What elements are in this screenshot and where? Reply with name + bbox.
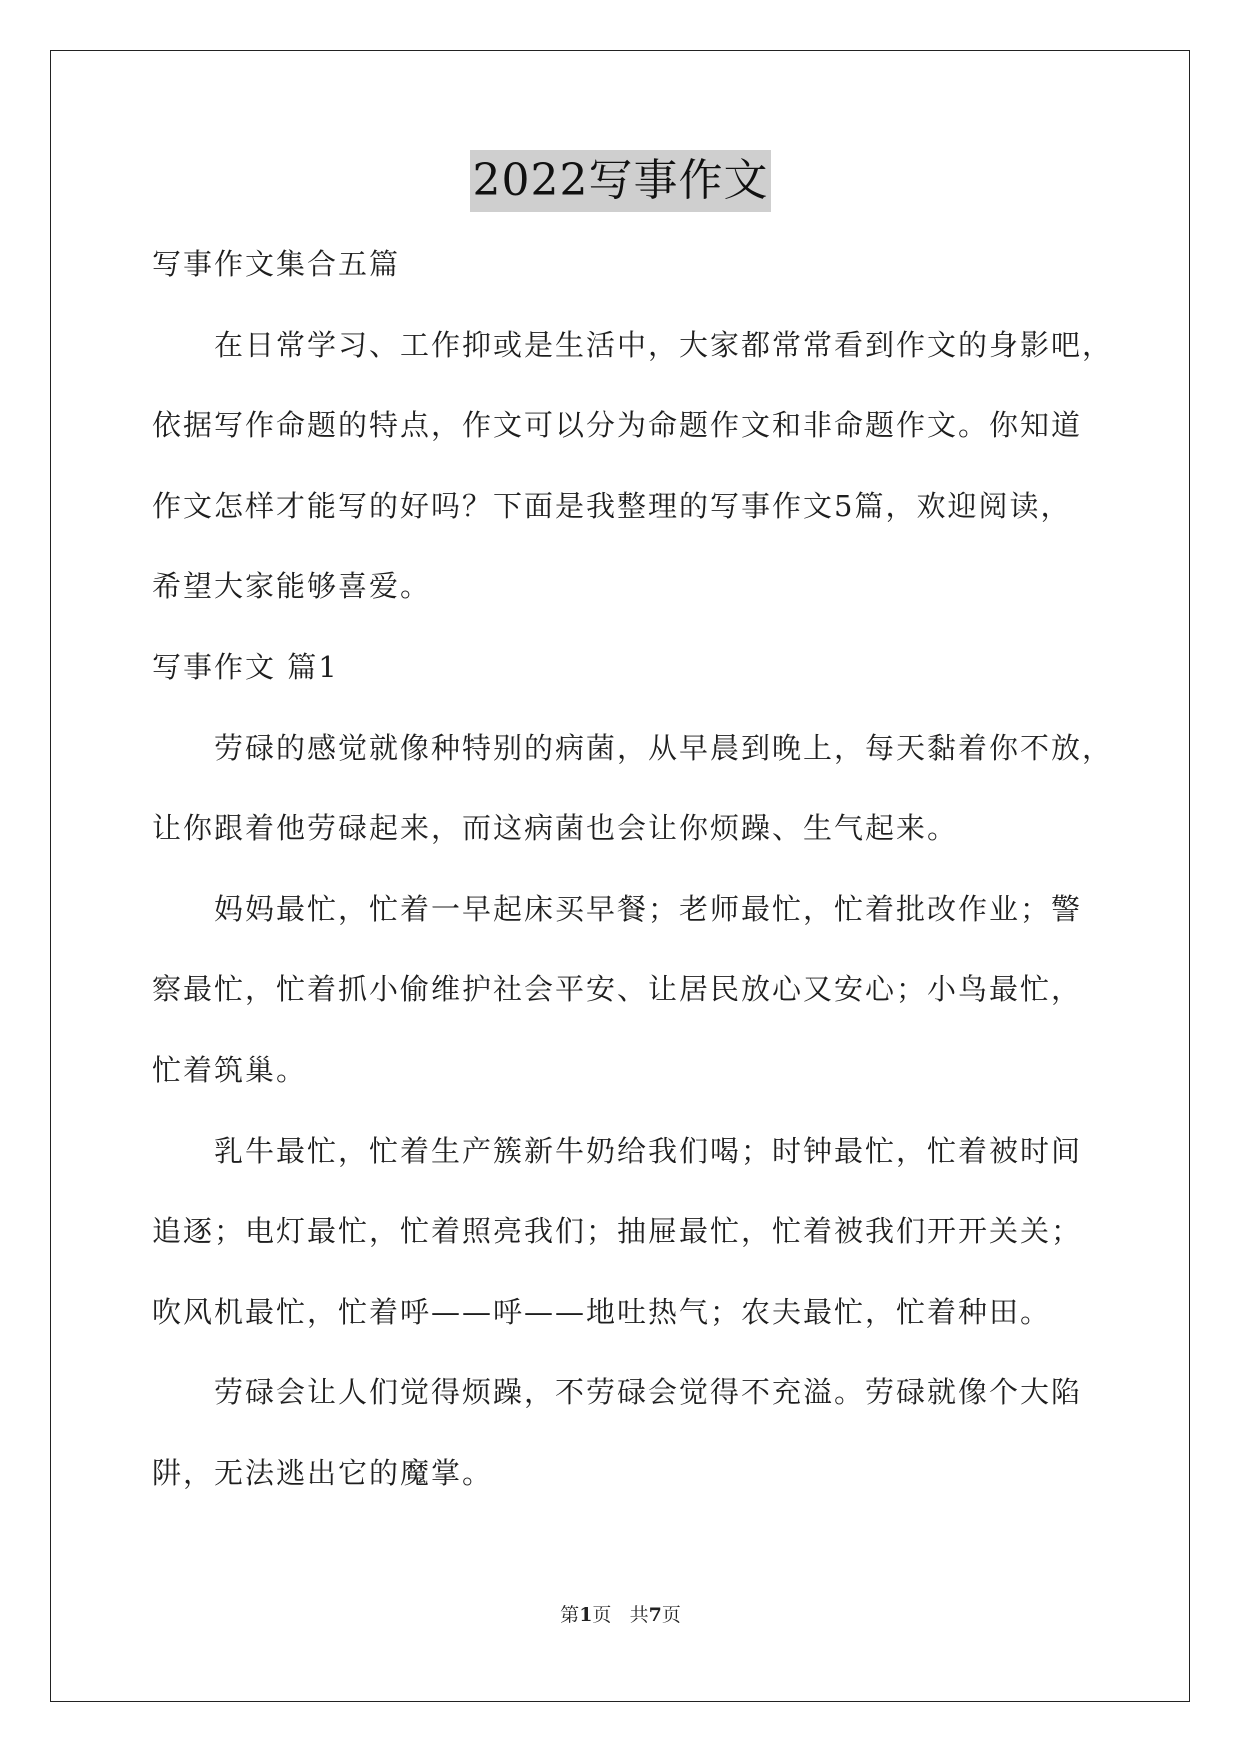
section-heading: 写事作文 篇1 — [152, 649, 339, 684]
total-prefix: 共 — [629, 1604, 649, 1626]
document-subtitle: 写事作文集合五篇 — [152, 247, 401, 281]
paragraph-line: 追逐；电灯最忙，忙着照亮我们；抽屉最忙，忙着被我们开开关关； — [152, 1214, 1083, 1249]
paragraph-line: 阱，无法逃出它的魔掌。 — [152, 1455, 494, 1490]
total-pages-number: 7 — [648, 1604, 662, 1626]
page-footer — [0, 1602, 1241, 1628]
paragraph-line: 忙着筑巢。 — [152, 1052, 308, 1087]
page-prefix: 第 — [560, 1604, 580, 1626]
document-body — [152, 247, 1114, 1514]
paragraph-line: 察最忙，忙着抓小偷维护社会平安、让居民放心又安心；小鸟最忙， — [152, 972, 1083, 1007]
paragraph-line: 希望大家能够喜爱。 — [152, 569, 432, 604]
document-title: 2022写事作文 — [470, 150, 772, 212]
paragraph-line: 劳碌的感觉就像种特别的病菌，从早晨到晚上，每天黏着你不放， — [214, 730, 1114, 765]
paragraph-line: 乳牛最忙，忙着生产簇新牛奶给我们喝；时钟最忙，忙着被时间 — [214, 1133, 1083, 1168]
paragraph-line: 劳碌会让人们觉得烦躁，不劳碌会觉得不充溢。劳碌就像个大陷 — [214, 1375, 1083, 1410]
paragraph-line: 作文怎样才能写的好吗？下面是我整理的写事作文5篇，欢迎阅读， — [152, 488, 1072, 523]
paragraph-line: 让你跟着他劳碌起来，而这病菌也会让你烦躁、生气起来。 — [152, 811, 959, 846]
paragraph-line: 在日常学习、工作抑或是生活中，大家都常常看到作文的身影吧， — [214, 327, 1114, 362]
current-page-number: 1 — [579, 1604, 593, 1626]
total-suffix: 页 — [661, 1604, 681, 1626]
paragraph-line: 妈妈最忙，忙着一早起床买早餐；老师最忙，忙着批改作业；警 — [214, 891, 1083, 926]
paragraph-line: 吹风机最忙，忙着呼——呼——地吐热气；农夫最忙，忙着种田。 — [152, 1294, 1052, 1329]
title-container — [0, 150, 1241, 212]
page-suffix: 页 — [592, 1604, 612, 1626]
paragraph-line: 依据写作命题的特点，作文可以分为命题作文和非命题作文。你知道 — [152, 408, 1083, 443]
